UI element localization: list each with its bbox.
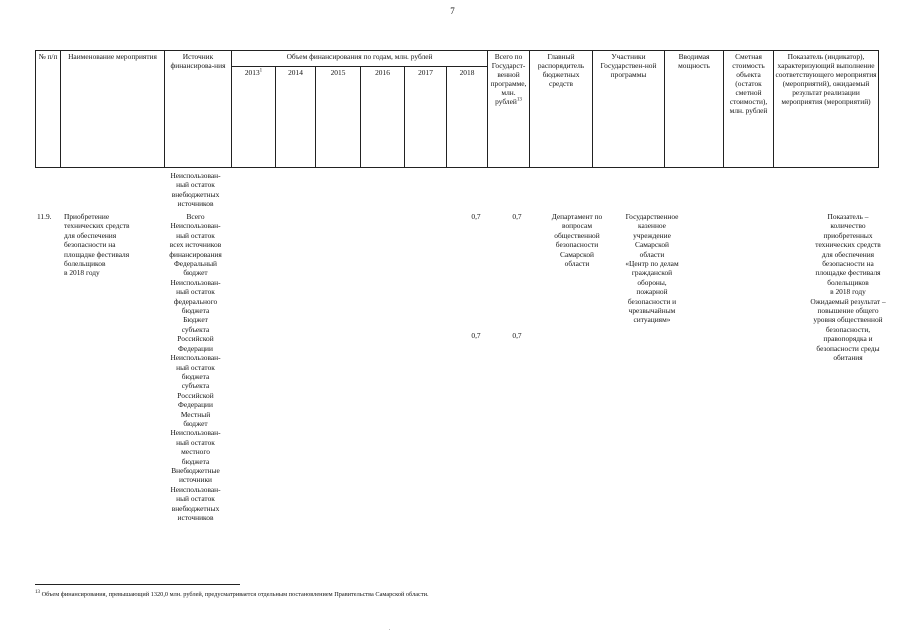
value-2018-total: 0,7 xyxy=(471,212,481,221)
header-year-2018: 2018 xyxy=(447,67,488,168)
bottom-mark: . xyxy=(389,627,391,632)
header-year-2013: 2013$^1$ xyxy=(232,67,276,168)
footnote: $^{13}$ Объем финансирования, превышающий 1320,0 млн. рублей, предусматривается отдельным постановлением Правительства Самарской области. xyxy=(35,589,429,598)
page-number: 7 xyxy=(450,6,455,16)
header-estimate: Сметная стоимость объекта (остаток сметной стоимости), млн. рублей xyxy=(724,51,774,168)
value-all-subject-budget: 0,7 xyxy=(512,331,522,340)
header-year-2015: 2015 xyxy=(316,67,361,168)
header-capacity: Вводимая мощность xyxy=(665,51,724,168)
value-all-total: 0,7 xyxy=(512,212,522,221)
header-source: Источник финансирова-ния xyxy=(165,51,232,168)
row-number: 11.9. xyxy=(37,212,52,221)
footnote-divider xyxy=(35,584,240,585)
value-2018-subject-budget: 0,7 xyxy=(471,331,481,340)
header-indicator: Показатель (индикатор), характеризующий выполнение соответствующего мероприятия (мероприятий), ожидаемый результат реализации мероприятия (мероприятий) xyxy=(774,51,879,168)
header-num: № п/п xyxy=(36,51,61,168)
table-header xyxy=(35,50,879,168)
row-participants: Государственное казенное учреждение Самарской области «Центр по делам гражданской обороны, пожарной безопасности и чрезвычайным ситуациям» xyxy=(625,212,679,325)
header-manager: Главный распорядитель бюджетных средств xyxy=(530,51,593,168)
row-name: Приобретение технических средств для обеспечения безопасности на площадке фестиваля болельщиков в 2018 году xyxy=(64,212,130,278)
header-years-title: Объем финансирования по годам, млн. рублей xyxy=(232,51,488,67)
header-year-2017: 2017 xyxy=(405,67,447,168)
header-year-2014: 2014 xyxy=(276,67,316,168)
header-total: Всего по Государст-венной программе, млн. рублей$^{13}$ xyxy=(488,51,530,168)
row-manager: Департамент по вопросам общественной безопасности Самарской области xyxy=(551,212,603,269)
carry-over-sources: Неиспользован- ный остаток внебюджетных источников xyxy=(170,171,221,209)
header-name: Наименование мероприятия xyxy=(61,51,165,168)
header-year-2016: 2016 xyxy=(361,67,405,168)
row-sources: Всего Неиспользован- ный остаток всех источников финансирования Федеральный бюджет Неиспользован- ный остаток федерального бюджета Бюджет субъекта Российской Федерации Неиспользован- ный остаток бюджета субъекта Российской Федерации Местный бюджет Неиспользован- ный остаток местного бюджета Внебюджетные источники Неиспользован- ный остаток внебюджетных источников xyxy=(169,212,222,522)
header-participants: Участники Государствен-ной программы xyxy=(593,51,665,168)
row-indicator: Показатель – количество приобретенных технических средств для обеспечения безопасности на площадке фестиваля болельщиков в 2018 году Ожидаемый результат – повышение общего уровня общественной безопасности, правопорядка и безопасности среды обитания xyxy=(810,212,886,363)
